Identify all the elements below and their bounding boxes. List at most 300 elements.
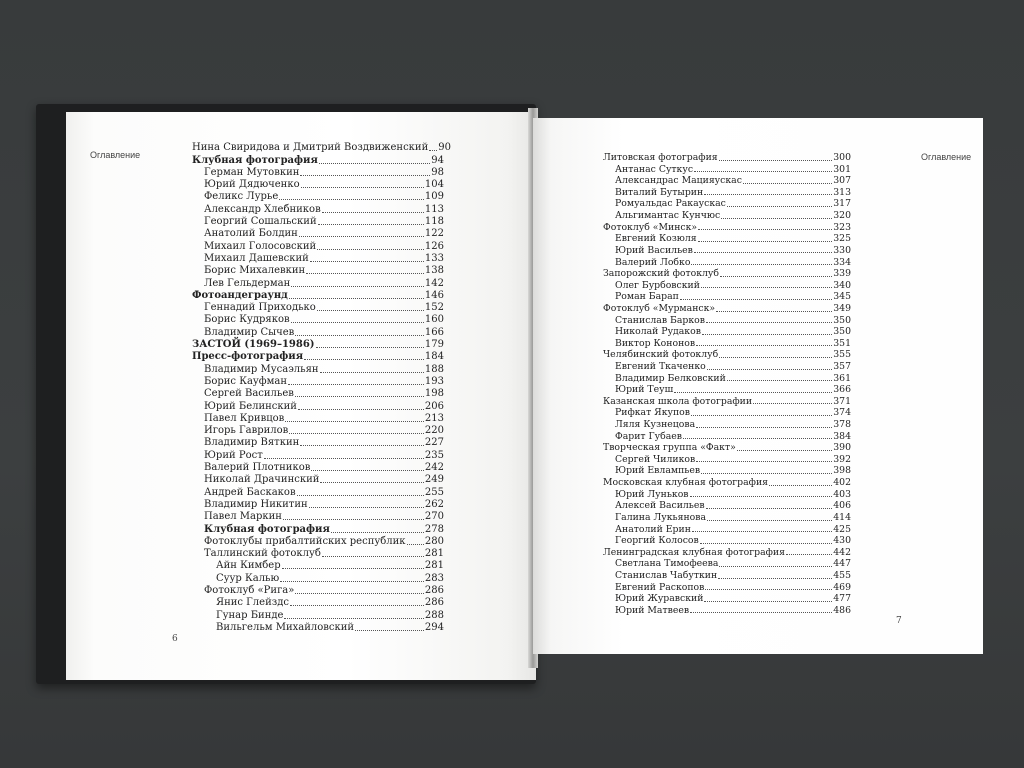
toc-leader-dots [322,556,424,557]
toc-entry-page: 486 [833,604,851,616]
toc-entry [192,265,444,277]
toc-leader-dots [299,236,424,237]
toc-entry-page: 118 [424,216,444,228]
toc-entry [603,303,851,315]
toc-leader-dots [320,482,423,483]
toc-entry-page: 286 [424,597,444,609]
toc-entry-page: 255 [424,486,444,498]
toc-leader-dots [317,310,424,311]
toc-entry-page: 301 [833,163,851,175]
toc-leader-dots [282,568,424,569]
toc-entry [192,548,444,560]
toc-entry-page: 378 [833,419,851,431]
toc-leader-dots [706,322,832,323]
toc-entry-title: Георгий Сошальский [204,216,317,228]
toc-entry-page: 366 [833,384,851,396]
toc-entry-title: Казанская школа фотографии [603,395,753,407]
toc-leader-dots [320,372,424,373]
toc-entry-page: 330 [833,244,851,256]
toc-entry-title: Сергей Чиликов [615,453,696,465]
toc-entry-title: Фотоклуб «Мурманск» [603,302,716,314]
toc-leader-dots [719,160,833,161]
toc-entry-title: Владимир Сычев [204,326,295,338]
toc-entry [192,449,444,461]
left-section-label: Оглавление [90,150,141,160]
left-page [66,112,536,680]
toc-leader-dots [696,461,832,462]
toc-entry-title: Анатолий Ерин [615,523,691,535]
toc-leader-dots [753,403,832,404]
toc-entry-title: Алексей Васильев [615,500,705,512]
toc-entry [603,349,851,361]
toc-entry-title: Михаил Голосовский [204,240,317,252]
toc-entry [192,191,444,203]
toc-entry [192,203,444,215]
toc-entry-page: 300 [833,152,851,164]
toc-entry-page: 349 [833,302,851,314]
toc-entry-title: Александрас Мацияускас [615,175,742,187]
toc-entry-page: 339 [833,268,851,280]
toc-entry [192,363,444,375]
toc-entry-title: Юрий Луньков [615,488,689,500]
toc-entry-title: Виктор Кононов [615,337,696,349]
toc-leader-dots [319,163,430,164]
toc-entry-page: 320 [833,210,851,222]
toc-entry-title: Борис Кудряков [204,314,290,326]
toc-leader-dots [297,495,424,496]
toc-entry [603,233,851,245]
toc-entry-page: 188 [424,363,444,375]
toc-leader-dots [280,581,424,582]
toc-leader-dots [279,199,424,200]
left-toc-list [192,142,451,634]
toc-entry [603,465,851,477]
toc-entry-title: Владимир Белковский [615,372,726,384]
toc-leader-dots [737,450,832,451]
toc-entry-page: 133 [424,252,444,264]
toc-entry [192,290,444,302]
toc-entry [192,142,451,154]
toc-entry-page: 371 [833,395,851,407]
toc-entry-page: 286 [424,584,444,596]
toc-entry-page: 280 [424,535,444,547]
toc-leader-dots [289,298,424,299]
toc-entry-page: 281 [424,560,444,572]
toc-entry [192,314,444,326]
toc-entry-title: Альгимантас Кунчюс [615,210,721,222]
toc-entry-page: 345 [833,291,851,303]
toc-entry [603,326,851,338]
toc-entry-title: Борис Михалевкин [204,265,306,277]
toc-entry [603,535,851,547]
toc-entry [192,511,444,523]
toc-entry [192,536,444,548]
toc-entry-page: 307 [833,175,851,187]
toc-entry-title: Запорожский фотоклуб [603,268,719,280]
toc-entry [192,486,444,498]
toc-leader-dots [309,507,424,508]
toc-entry [603,164,851,176]
toc-entry-page: 323 [833,221,851,233]
toc-entry-page: 220 [424,425,444,437]
toc-entry [192,167,444,179]
toc-leader-dots [743,183,832,184]
toc-entry [192,179,444,191]
toc-entry [603,582,851,594]
toc-entry-title: Антанас Суткус [615,163,694,175]
left-page-number: 6 [172,634,178,644]
toc-entry-page: 313 [833,186,851,198]
toc-entry [603,361,851,373]
toc-leader-dots [707,369,833,370]
toc-entry [603,489,851,501]
toc-entry-page: 278 [424,523,444,535]
toc-entry [192,339,444,351]
toc-leader-dots [706,508,833,509]
toc-entry-page: 425 [833,523,851,535]
toc-leader-dots [264,458,424,459]
toc-entry-page: 206 [424,400,444,412]
toc-entry-title: Фарит Губаев [615,430,683,442]
toc-leader-dots [691,415,832,416]
toc-entry-page: 357 [833,360,851,372]
right-page [533,118,983,654]
toc-entry-page: 138 [424,265,444,277]
toc-leader-dots [701,473,832,474]
toc-entry [603,431,851,443]
toc-entry-title: Николай Рудаков [615,326,701,338]
toc-leader-dots [306,273,424,274]
toc-entry-title: Юрий Васильев [615,244,693,256]
toc-entry-title: Московская клубная фотография [603,477,769,489]
toc-entry [603,558,851,570]
toc-entry [603,175,851,187]
toc-leader-dots [289,433,424,434]
toc-entry [192,474,444,486]
toc-entry-page: 384 [833,430,851,442]
toc-entry-title: Таллинский фотоклуб [204,548,321,560]
toc-entry-page: 390 [833,442,851,454]
toc-leader-dots [300,175,430,176]
toc-leader-dots [691,264,832,265]
toc-entry-title: Михаил Дашевский [204,252,309,264]
toc-entry-page: 179 [424,339,444,351]
toc-entry-title: Валерий Лобко [615,256,691,268]
toc-entry-page: 262 [424,498,444,510]
toc-entry-page: 270 [424,511,444,523]
toc-leader-dots [429,150,437,151]
toc-entry-page: 146 [424,289,444,301]
toc-entry-page: 160 [424,314,444,326]
toc-entry [603,407,851,419]
toc-entry [192,277,444,289]
toc-entry-title: Владимир Вяткин [204,437,300,449]
toc-entry [603,524,851,536]
toc-entry [603,245,851,257]
toc-entry-title: Герман Мутовкин [204,166,300,178]
toc-entry-title: Олег Бурбовский [615,279,700,291]
toc-entry [603,593,851,605]
toc-entry-page: 198 [424,388,444,400]
toc-entry [603,384,851,396]
toc-entry-page: 374 [833,407,851,419]
toc-entry-page: 294 [424,621,444,633]
toc-entry-title: Владимир Мусаэльян [204,363,319,375]
toc-leader-dots [284,618,423,619]
toc-entry [603,605,851,617]
toc-leader-dots [300,445,424,446]
toc-entry-title: Феликс Лурье [204,191,279,203]
toc-entry-title: Евгений Раскопов [615,581,705,593]
toc-entry-page: 398 [833,465,851,477]
right-toc-list [603,152,851,616]
toc-leader-dots [704,194,832,195]
toc-entry-page: 414 [833,511,851,523]
toc-entry-page: 235 [424,449,444,461]
toc-leader-dots [698,241,833,242]
toc-entry [603,373,851,385]
toc-leader-dots [285,421,424,422]
toc-entry-title: Клубная фотография [192,154,318,166]
toc-entry-title: Станислав Барков [615,314,706,326]
toc-entry-page: 213 [424,412,444,424]
toc-entry-title: Юрий Журавский [615,593,704,605]
toc-entry-title: Станислав Чабуткин [615,569,718,581]
toc-leader-dots [718,578,832,579]
toc-leader-dots [291,322,424,323]
toc-entry [603,268,851,280]
toc-leader-dots [698,229,832,230]
toc-entry-title: Юрий Матвеев [615,604,690,616]
toc-leader-dots [702,334,832,335]
toc-entry-title: Владимир Никитин [204,498,308,510]
toc-leader-dots [318,224,424,225]
toc-entry-title: Юрий Теуш [615,384,674,396]
toc-entry-title: Юрий Евлампьев [615,465,701,477]
toc-entry [192,253,444,265]
toc-leader-dots [692,531,832,532]
toc-leader-dots [283,519,424,520]
toc-entry-title: Андрей Баскаков [204,486,296,498]
toc-entry-page: 122 [424,228,444,240]
toc-entry [603,512,851,524]
toc-entry [192,523,444,535]
toc-entry-title: Борис Кауфман [204,375,288,387]
toc-entry-title: Рифкат Якупов [615,407,690,419]
toc-leader-dots [298,409,424,410]
toc-entry-page: 126 [424,240,444,252]
toc-entry-title: Александр Хлебников [204,203,321,215]
toc-entry [192,302,444,314]
toc-entry [603,152,851,164]
toc-leader-dots [707,520,832,521]
toc-entry-title: ЗАСТОЙ (1969–1986) [192,339,315,351]
toc-entry-title: Айн Кимбер [216,560,281,572]
toc-entry-page: 406 [833,500,851,512]
toc-entry-title: Лев Гельдерман [204,277,291,289]
toc-entry [603,454,851,466]
toc-leader-dots [295,335,424,336]
toc-entry [603,396,851,408]
toc-entry-title: Пресс-фотография [192,351,304,363]
toc-entry-page: 288 [424,609,444,621]
toc-entry [192,400,444,412]
toc-entry [603,338,851,350]
toc-entry-page: 402 [833,477,851,489]
toc-entry-title: Галина Лукьянова [615,511,707,523]
toc-entry [192,216,444,228]
toc-entry-page: 227 [424,437,444,449]
toc-entry-page: 351 [833,337,851,349]
toc-entry-title: Фотоклуб «Минск» [603,221,698,233]
toc-leader-dots [355,630,424,631]
toc-leader-dots [322,212,424,213]
toc-entry [192,560,444,572]
toc-leader-dots [290,605,424,606]
toc-leader-dots [694,171,832,172]
toc-entry-page: 430 [833,535,851,547]
toc-entry [603,419,851,431]
toc-leader-dots [719,357,832,358]
toc-leader-dots [700,543,832,544]
toc-entry-title: Гунар Бинде [216,609,284,621]
toc-entry [603,280,851,292]
toc-entry-title: Валерий Плотников [204,462,311,474]
toc-entry-title: Клубная фотография [204,523,330,535]
toc-entry-page: 469 [833,581,851,593]
toc-entry-title: Юрий Рост [204,449,263,461]
toc-leader-dots [721,218,832,219]
toc-entry-title: Ромуальдас Ракаускас [615,198,726,210]
toc-leader-dots [317,249,424,250]
toc-entry [603,210,851,222]
toc-entry-page: 392 [833,453,851,465]
toc-leader-dots [719,566,832,567]
toc-leader-dots [407,544,424,545]
toc-leader-dots [674,392,832,393]
toc-entry-title: Нина Свиридова и Дмитрий Воздвиженский [192,142,429,154]
right-section-label: Оглавление [921,152,972,162]
toc-entry [603,570,851,582]
toc-entry-page: 184 [424,351,444,363]
toc-entry-title: Игорь Гаврилов [204,425,289,437]
toc-entry-page: 355 [833,349,851,361]
toc-entry [192,425,444,437]
toc-entry-page: 90 [438,142,451,154]
toc-entry-page: 455 [833,569,851,581]
toc-entry-page: 193 [424,375,444,387]
toc-entry-page: 113 [424,203,444,215]
toc-leader-dots [696,345,832,346]
toc-entry [192,462,444,474]
toc-entry-page: 447 [833,558,851,570]
toc-leader-dots [331,532,424,533]
toc-entry-page: 281 [424,548,444,560]
toc-entry-page: 334 [833,256,851,268]
toc-entry [192,326,444,338]
toc-leader-dots [683,438,832,439]
toc-entry-title: Светлана Тимофеева [615,558,719,570]
toc-leader-dots [786,554,832,555]
toc-leader-dots [705,589,832,590]
toc-leader-dots [769,485,832,486]
toc-entry-title: Юрий Дядюченко [204,179,300,191]
toc-entry-page: 350 [833,314,851,326]
toc-leader-dots [701,287,832,288]
toc-leader-dots [680,299,832,300]
toc-entry [192,609,444,621]
toc-leader-dots [301,187,424,188]
toc-entry [192,585,444,597]
toc-leader-dots [690,612,832,613]
toc-entry [192,413,444,425]
toc-entry-title: Челябинский фотоклуб [603,349,719,361]
toc-entry-title: Сергей Васильев [204,388,294,400]
toc-entry [603,315,851,327]
toc-entry-title: Вильгельм Михайловский [216,621,355,633]
toc-leader-dots [310,261,424,262]
toc-leader-dots [311,470,424,471]
toc-entry-page: 249 [424,474,444,486]
toc-entry-page: 442 [833,546,851,558]
toc-entry [603,222,851,234]
toc-entry-title: Фотоандеграунд [192,289,288,301]
toc-leader-dots [696,427,832,428]
toc-entry-title: Евгений Козюля [615,233,697,245]
toc-entry-title: Литовская фотография [603,152,718,164]
toc-entry-title: Янис Глейздс [216,597,289,609]
toc-entry-page: 142 [424,277,444,289]
toc-entry-page: 166 [424,326,444,338]
toc-entry-title: Роман Барап [615,291,679,303]
toc-entry-page: 325 [833,233,851,245]
toc-entry-title: Ляля Кузнецова [615,419,696,431]
toc-entry-title: Евгений Ткаченко [615,360,706,372]
toc-leader-dots [295,396,424,397]
toc-entry-page: 242 [424,462,444,474]
toc-leader-dots [727,380,832,381]
toc-entry [192,154,444,166]
toc-entry-page: 98 [431,166,444,178]
toc-entry [192,240,444,252]
toc-entry-page: 104 [424,179,444,191]
toc-entry [603,477,851,489]
toc-entry-page: 403 [833,488,851,500]
toc-entry [192,351,444,363]
toc-entry [192,572,444,584]
toc-leader-dots [690,496,833,497]
toc-entry-title: Виталий Бутырин [615,186,704,198]
toc-leader-dots [316,347,424,348]
toc-entry-title: Павел Маркин [204,511,282,523]
toc-entry [603,547,851,559]
toc-leader-dots [295,593,424,594]
toc-entry [603,500,851,512]
toc-entry-title: Николай Драчинский [204,474,320,486]
toc-entry-page: 317 [833,198,851,210]
right-page-number: 7 [896,616,902,626]
toc-entry-page: 477 [833,593,851,605]
toc-leader-dots [727,206,832,207]
toc-entry-title: Ленинградская клубная фотография [603,546,785,558]
toc-entry-page: 361 [833,372,851,384]
toc-leader-dots [716,311,832,312]
toc-entry [603,187,851,199]
toc-entry-title: Суур Калью [216,572,280,584]
toc-entry [192,437,444,449]
toc-entry [603,291,851,303]
toc-entry-title: Георгий Колосов [615,535,699,547]
